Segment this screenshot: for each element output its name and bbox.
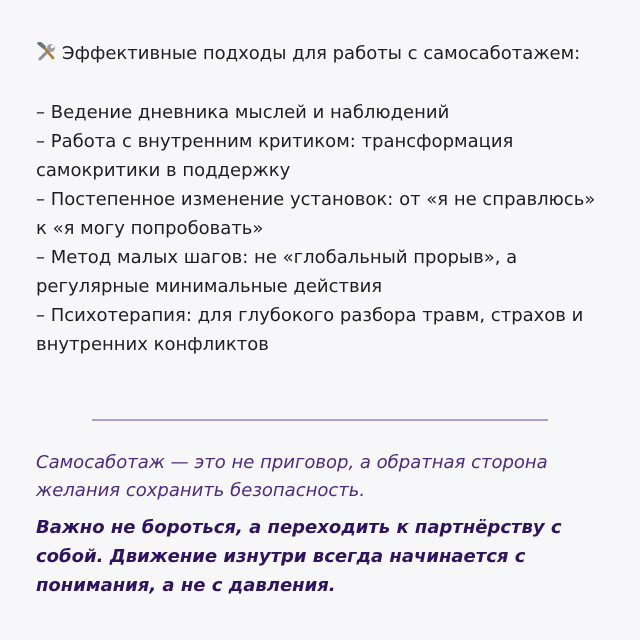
list-item: – Метод малых шагов: не «глобальный прорыв», а регулярные минимальные действия	[36, 247, 518, 297]
hammer-and-wrench-icon	[36, 42, 58, 62]
list-item: – Постепенное изменение установок: от «я не справлюсь» к «я могу попробовать»	[36, 189, 596, 239]
intro-heading: Эффективные подходы для работы с самосаботажем:	[62, 43, 581, 64]
approaches-list	[36, 98, 608, 359]
emphasis-text: Важно не бороться, а переходить к партнёрству с собой. Движение изнутри всегда начинается с понимания, а не с давления.	[36, 517, 562, 596]
list-item: – Психотерапия: для глубокого разбора травм, страхов и внутренних конфликтов	[36, 305, 584, 355]
list-item: – Работа с внутренним критиком: трансформация самокритики в поддержку	[36, 131, 514, 181]
list-item: – Ведение дневника мыслей и наблюдений	[36, 102, 450, 123]
intro-paragraph	[36, 40, 596, 68]
section-divider	[92, 419, 548, 421]
quote-text: Самосаботаж — это не приговор, а обратная сторона желания сохранить безопасность.	[36, 452, 548, 501]
